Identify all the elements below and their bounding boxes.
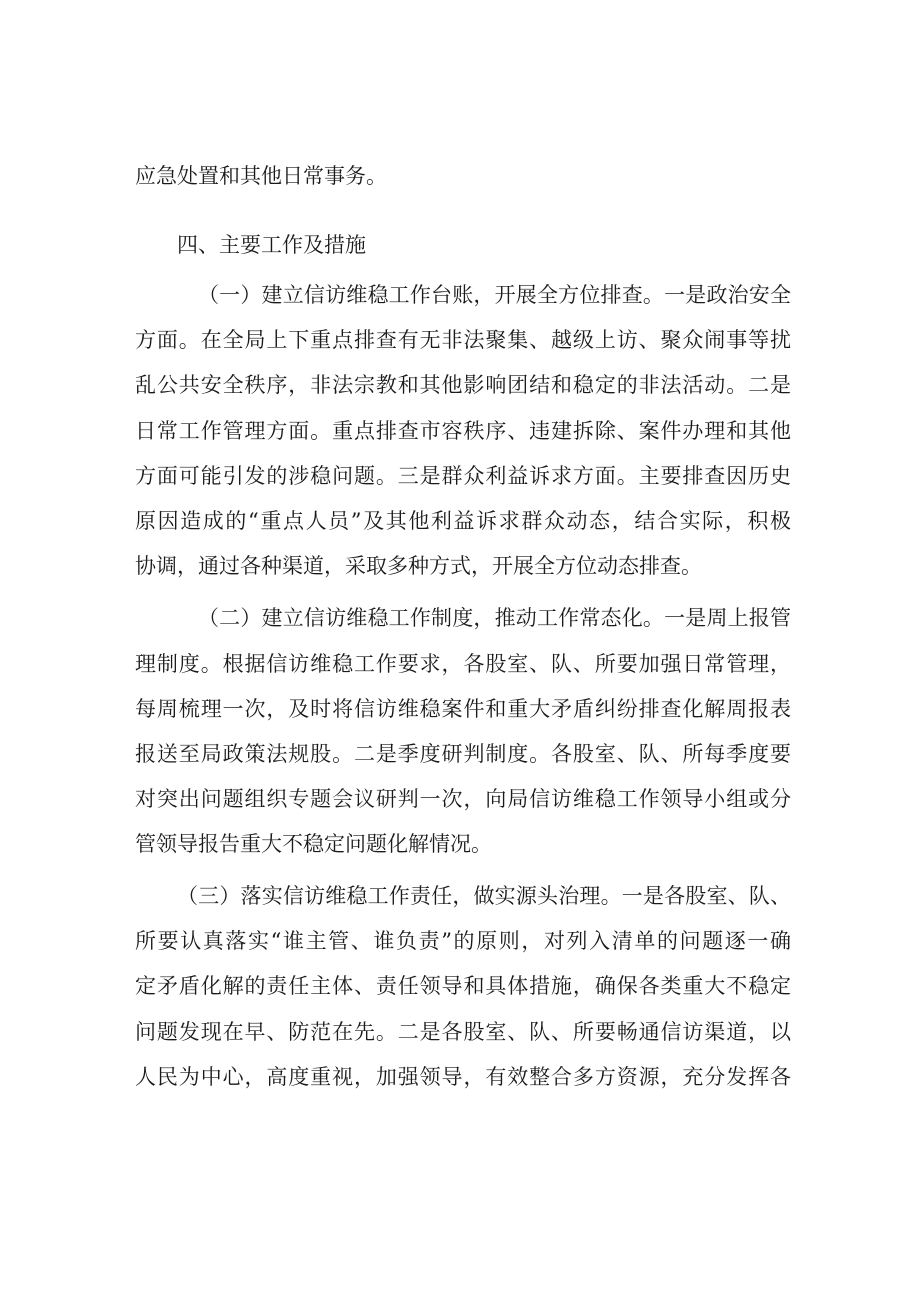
paragraph-1-line-1: （一）建立信访维稳工作台账，开展全方位排查。一是政治安全 [198, 283, 791, 307]
paragraph-2-line-5: 对突出问题组织专题会议研判一次，向局信访维稳工作领导小组或分 [135, 787, 791, 811]
paragraph-3-line-3: 定矛盾化解的责任主体、责任领导和具体措施，确保各类重大不稳定 [135, 974, 791, 998]
paragraph-2-line-6: 管领导报告重大不稳定问题化解情况。 [135, 832, 492, 856]
paragraph-1-line-7: 协调，通过各种渠道，采取多种方式，开展全方位动态排查。 [135, 554, 702, 578]
paragraph-3-line-1: （三）落实信访维稳工作责任，做实源头治理。一是各股室、队、 [177, 884, 791, 908]
paragraph-2-line-4: 报送至局政策法规股。二是季度研判制度。各股室、队、所每季度要 [135, 742, 791, 766]
paragraph-1-line-3: 乱公共安全秩序，非法宗教和其他影响团结和稳定的非法活动。二是 [135, 373, 791, 397]
paragraph-3-line-5: 人民为中心，高度重视，加强领导，有效整合多方资源，充分发挥各 [135, 1065, 791, 1089]
paragraph-1-line-2: 方面。在全局上下重点排查有无非法聚集、越级上访、聚众闹事等扰 [135, 328, 791, 352]
continuation-line: 应急处置和其他日常事务。 [135, 164, 387, 188]
paragraph-2-line-3: 每周梳理一次，及时将信访维稳案件和重大矛盾纠纷排查化解周报表 [135, 697, 791, 721]
paragraph-2-line-1: （二）建立信访维稳工作制度，推动工作常态化。一是周上报管 [198, 606, 791, 630]
paragraph-2-line-2: 理制度。根据信访维稳工作要求，各股室、队、所要加强日常管理， [135, 652, 791, 676]
paragraph-1-line-5: 方面可能引发的涉稳问题。三是群众利益诉求方面。主要排查因历史 [135, 464, 791, 488]
paragraph-3-line-4: 问题发现在早、防范在先。二是各股室、队、所要畅通信访渠道，以 [135, 1020, 791, 1044]
paragraph-1-line-4: 日常工作管理方面。重点排查市容秩序、违建拆除、案件办理和其他 [135, 419, 791, 443]
paragraph-3-line-2: 所要认真落实“谁主管、谁负责”的原则，对列入清单的问题逐一确 [135, 929, 791, 953]
section-heading: 四、主要工作及措施 [177, 233, 366, 257]
paragraph-1-line-6: 原因造成的“重点人员”及其他利益诉求群众动态，结合实际，积极 [135, 509, 791, 533]
